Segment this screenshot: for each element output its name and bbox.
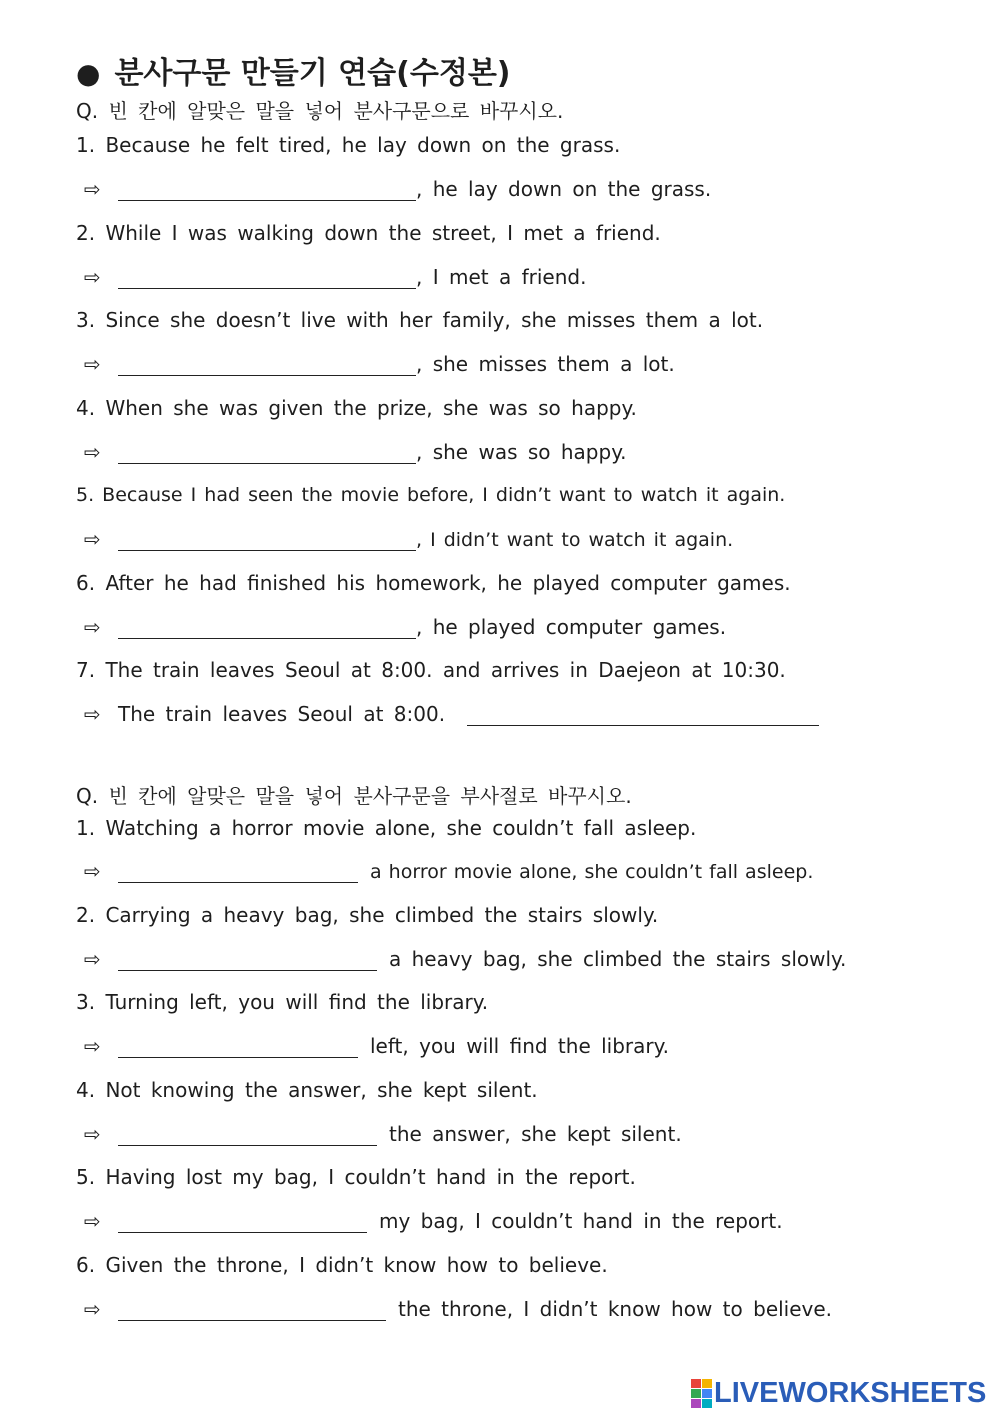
s1-question-5: 5. Because I had seen the movie before, I didn’t want to watch it again. <box>76 484 786 506</box>
arrow-icon: ⇨ <box>84 615 101 639</box>
s1-question-7: 7. The train leaves Seoul at 8:00. and arrives in Daejeon at 10:30. <box>76 658 786 682</box>
section1-instruction: Q. 빈 칸에 알맞은 말을 넣어 분사구문으로 바꾸시오. <box>76 99 564 123</box>
s1-answer-input-2[interactable] <box>118 266 416 289</box>
arrow-icon: ⇨ <box>84 440 101 464</box>
s2-answer-input-4[interactable] <box>118 1123 377 1146</box>
s2-answer-input-1[interactable] <box>118 860 358 883</box>
bullet-icon: ● <box>76 57 101 90</box>
arrow-icon: ⇨ <box>84 702 101 726</box>
s2-answer-tail-6: the throne, I didn’t know how to believe. <box>398 1297 833 1321</box>
s1-answer-input-7[interactable] <box>467 703 819 726</box>
s1-answer-input-6[interactable] <box>118 616 416 639</box>
s1-question-6: 6. After he had finished his homework, he played computer games. <box>76 571 791 595</box>
s1-answer-input-4[interactable] <box>118 441 416 464</box>
s2-answer-row-1 <box>84 859 813 883</box>
section2-instruction: Q. 빈 칸에 알맞은 말을 넣어 분사구문을 부사절로 바꾸시오. <box>76 784 632 808</box>
s1-answer-row-5 <box>84 527 733 551</box>
s2-answer-tail-4: the answer, she kept silent. <box>389 1122 682 1146</box>
arrow-icon: ⇨ <box>84 265 101 289</box>
worksheet-title <box>76 48 511 92</box>
s1-question-4: 4. When she was given the prize, she was so happy. <box>76 396 637 420</box>
arrow-icon: ⇨ <box>84 859 101 883</box>
arrow-icon: ⇨ <box>84 177 101 201</box>
s2-answer-tail-3: left, you will find the library. <box>370 1034 669 1058</box>
s2-answer-row-4 <box>84 1122 682 1146</box>
s1-question-1: 1. Because he felt tired, he lay down on the grass. <box>76 133 621 157</box>
s1-answer-tail-1: , he lay down on the grass. <box>416 177 712 201</box>
arrow-icon: ⇨ <box>84 1122 101 1146</box>
logo-text: LIVEWORKSHEETS <box>714 1376 987 1409</box>
s2-answer-row-3 <box>84 1034 669 1058</box>
s2-answer-row-2 <box>84 947 846 971</box>
s2-question-3: 3. Turning left, you will find the library. <box>76 990 489 1014</box>
liveworksheets-logo <box>691 1376 986 1410</box>
s1-question-2: 2. While I was walking down the street, I met a friend. <box>76 221 661 245</box>
s1-answer-input-1[interactable] <box>118 178 416 201</box>
arrow-icon: ⇨ <box>84 1209 101 1233</box>
s2-answer-input-5[interactable] <box>118 1210 367 1233</box>
s1-answer-row-4 <box>84 440 627 464</box>
s1-answer-row-2 <box>84 265 586 289</box>
s2-answer-tail-1: a horror movie alone, she couldn’t fall asleep. <box>370 861 814 883</box>
arrow-icon: ⇨ <box>84 947 101 971</box>
s1-answer-row-7 <box>84 702 819 726</box>
s2-question-1: 1. Watching a horror movie alone, she couldn’t fall asleep. <box>76 816 697 840</box>
s2-answer-tail-2: a heavy bag, she climbed the stairs slowly. <box>389 947 847 971</box>
s2-answer-input-3[interactable] <box>118 1035 358 1058</box>
s1-answer-tail-3: , she misses them a lot. <box>416 352 675 376</box>
title-text: 분사구문 만들기 연습(수정본) <box>114 56 511 91</box>
arrow-icon: ⇨ <box>84 1034 101 1058</box>
s2-question-4: 4. Not knowing the answer, she kept silent. <box>76 1078 538 1102</box>
s1-answer-tail-6: , he played computer games. <box>416 615 727 639</box>
s1-answer-row-6 <box>84 615 726 639</box>
s1-question-3: 3. Since she doesn’t live with her family, she misses them a lot. <box>76 308 764 332</box>
s2-question-2: 2. Carrying a heavy bag, she climbed the stairs slowly. <box>76 903 659 927</box>
arrow-icon: ⇨ <box>84 1297 101 1321</box>
liveworksheets-logo-icon <box>691 1379 711 1407</box>
s1-answer-head-7: The train leaves Seoul at 8:00. <box>118 702 446 726</box>
s2-question-6: 6. Given the throne, I didn’t know how to believe. <box>76 1253 608 1277</box>
s1-answer-input-5[interactable] <box>118 528 416 551</box>
s1-answer-row-3 <box>84 352 675 376</box>
s1-answer-tail-2: , I met a friend. <box>416 265 587 289</box>
s2-answer-input-6[interactable] <box>118 1298 386 1321</box>
s2-answer-row-6 <box>84 1297 832 1321</box>
s1-answer-tail-5: , I didn’t want to watch it again. <box>416 529 734 551</box>
s2-question-5: 5. Having lost my bag, I couldn’t hand in the report. <box>76 1165 636 1189</box>
s1-answer-tail-4: , she was so happy. <box>416 440 627 464</box>
arrow-icon: ⇨ <box>84 527 101 551</box>
s2-answer-input-2[interactable] <box>118 948 377 971</box>
s1-answer-row-1 <box>84 177 711 201</box>
s2-answer-tail-5: my bag, I couldn’t hand in the report. <box>379 1209 783 1233</box>
s2-answer-row-5 <box>84 1209 783 1233</box>
s1-answer-input-3[interactable] <box>118 353 416 376</box>
arrow-icon: ⇨ <box>84 352 101 376</box>
